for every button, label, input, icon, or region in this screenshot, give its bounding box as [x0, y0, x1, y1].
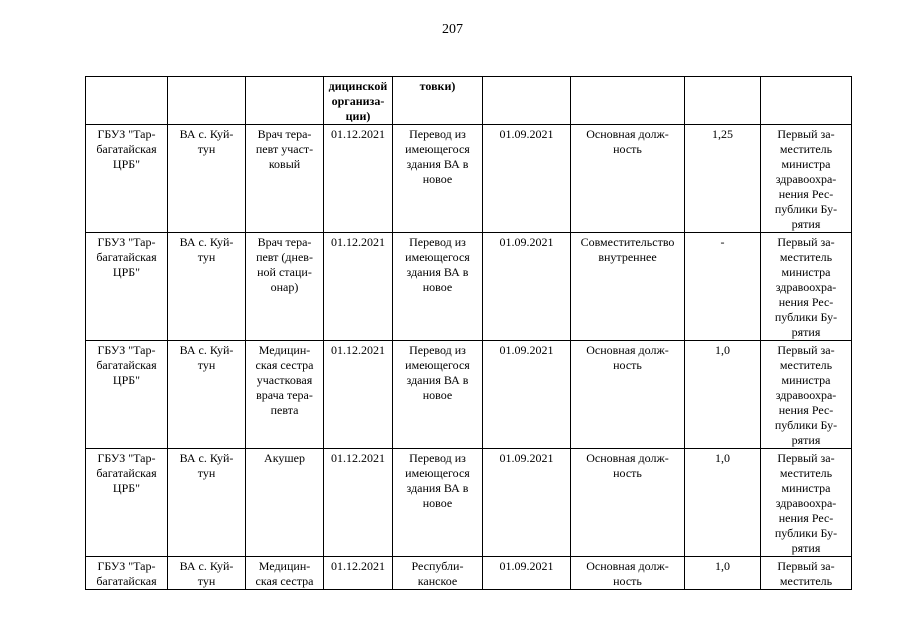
rate-cell: 1,0: [685, 449, 761, 557]
organization-cell: ГБУЗ "Тар- багатайская ЦРБ": [86, 125, 168, 233]
date-cell: 01.09.2021: [483, 449, 571, 557]
employment-type-cell: Совместительство внутреннее: [571, 233, 685, 341]
table-row: [86, 341, 852, 449]
rate-cell: 1,25: [685, 125, 761, 233]
header-cell: товки): [393, 77, 483, 125]
unit-cell: ВА с. Куй- тун: [168, 341, 246, 449]
table-row: [86, 125, 852, 233]
table-row: [86, 449, 852, 557]
responsible-cell: Первый за- меститель министра здравоохра- нения Рес- публики Бу- рятия: [761, 341, 852, 449]
reason-cell: Республи- канское: [393, 557, 483, 590]
rate-cell: -: [685, 233, 761, 341]
page-number: 207: [442, 22, 463, 37]
employment-type-cell: Основная долж- ность: [571, 341, 685, 449]
employment-type-cell: Основная долж- ность: [571, 557, 685, 590]
reason-cell: Перевод из имеющегося здания ВА в новое: [393, 125, 483, 233]
rate-cell: 1,0: [685, 341, 761, 449]
position-cell: Врач тера- певт участ- ковый: [246, 125, 324, 233]
header-cell: [685, 77, 761, 125]
date-cell: 01.12.2021: [324, 125, 393, 233]
responsible-cell: Первый за- меститель министра здравоохра- нения Рес- публики Бу- рятия: [761, 233, 852, 341]
position-cell: Медицин- ская сестра: [246, 557, 324, 590]
responsible-cell: Первый за- меститель министра здравоохра- нения Рес- публики Бу- рятия: [761, 449, 852, 557]
unit-cell: ВА с. Куй- тун: [168, 557, 246, 590]
date-cell: 01.12.2021: [324, 341, 393, 449]
table-row: [86, 233, 852, 341]
rate-cell: 1,0: [685, 557, 761, 590]
header-continuation-row: [86, 77, 852, 125]
staffing-table: [85, 76, 852, 590]
responsible-cell: Первый за- меститель министра здравоохра- нения Рес- публики Бу- рятия: [761, 125, 852, 233]
header-cell: [86, 77, 168, 125]
table-row: [86, 557, 852, 590]
date-cell: 01.09.2021: [483, 125, 571, 233]
header-cell: дицинской организа- ции): [324, 77, 393, 125]
date-cell: 01.09.2021: [483, 233, 571, 341]
date-cell: 01.12.2021: [324, 233, 393, 341]
responsible-cell: Первый за- меститель: [761, 557, 852, 590]
reason-cell: Перевод из имеющегося здания ВА в новое: [393, 449, 483, 557]
header-cell: [168, 77, 246, 125]
header-cell: [483, 77, 571, 125]
date-cell: 01.09.2021: [483, 557, 571, 590]
organization-cell: ГБУЗ "Тар- багатайская ЦРБ": [86, 233, 168, 341]
date-cell: 01.09.2021: [483, 341, 571, 449]
employment-type-cell: Основная долж- ность: [571, 125, 685, 233]
header-cell: [246, 77, 324, 125]
reason-cell: Перевод из имеющегося здания ВА в новое: [393, 341, 483, 449]
header-cell: [571, 77, 685, 125]
employment-type-cell: Основная долж- ность: [571, 449, 685, 557]
position-cell: Акушер: [246, 449, 324, 557]
header-cell: [761, 77, 852, 125]
organization-cell: ГБУЗ "Тар- багатайская ЦРБ": [86, 449, 168, 557]
unit-cell: ВА с. Куй- тун: [168, 233, 246, 341]
date-cell: 01.12.2021: [324, 449, 393, 557]
date-cell: 01.12.2021: [324, 557, 393, 590]
organization-cell: ГБУЗ "Тар- багатайская ЦРБ": [86, 341, 168, 449]
position-cell: Медицин- ская сестра участковая врача тера- певта: [246, 341, 324, 449]
unit-cell: ВА с. Куй- тун: [168, 125, 246, 233]
unit-cell: ВА с. Куй- тун: [168, 449, 246, 557]
organization-cell: ГБУЗ "Тар- багатайская: [86, 557, 168, 590]
position-cell: Врач тера- певт (днев- ной стаци- онар): [246, 233, 324, 341]
reason-cell: Перевод из имеющегося здания ВА в новое: [393, 233, 483, 341]
